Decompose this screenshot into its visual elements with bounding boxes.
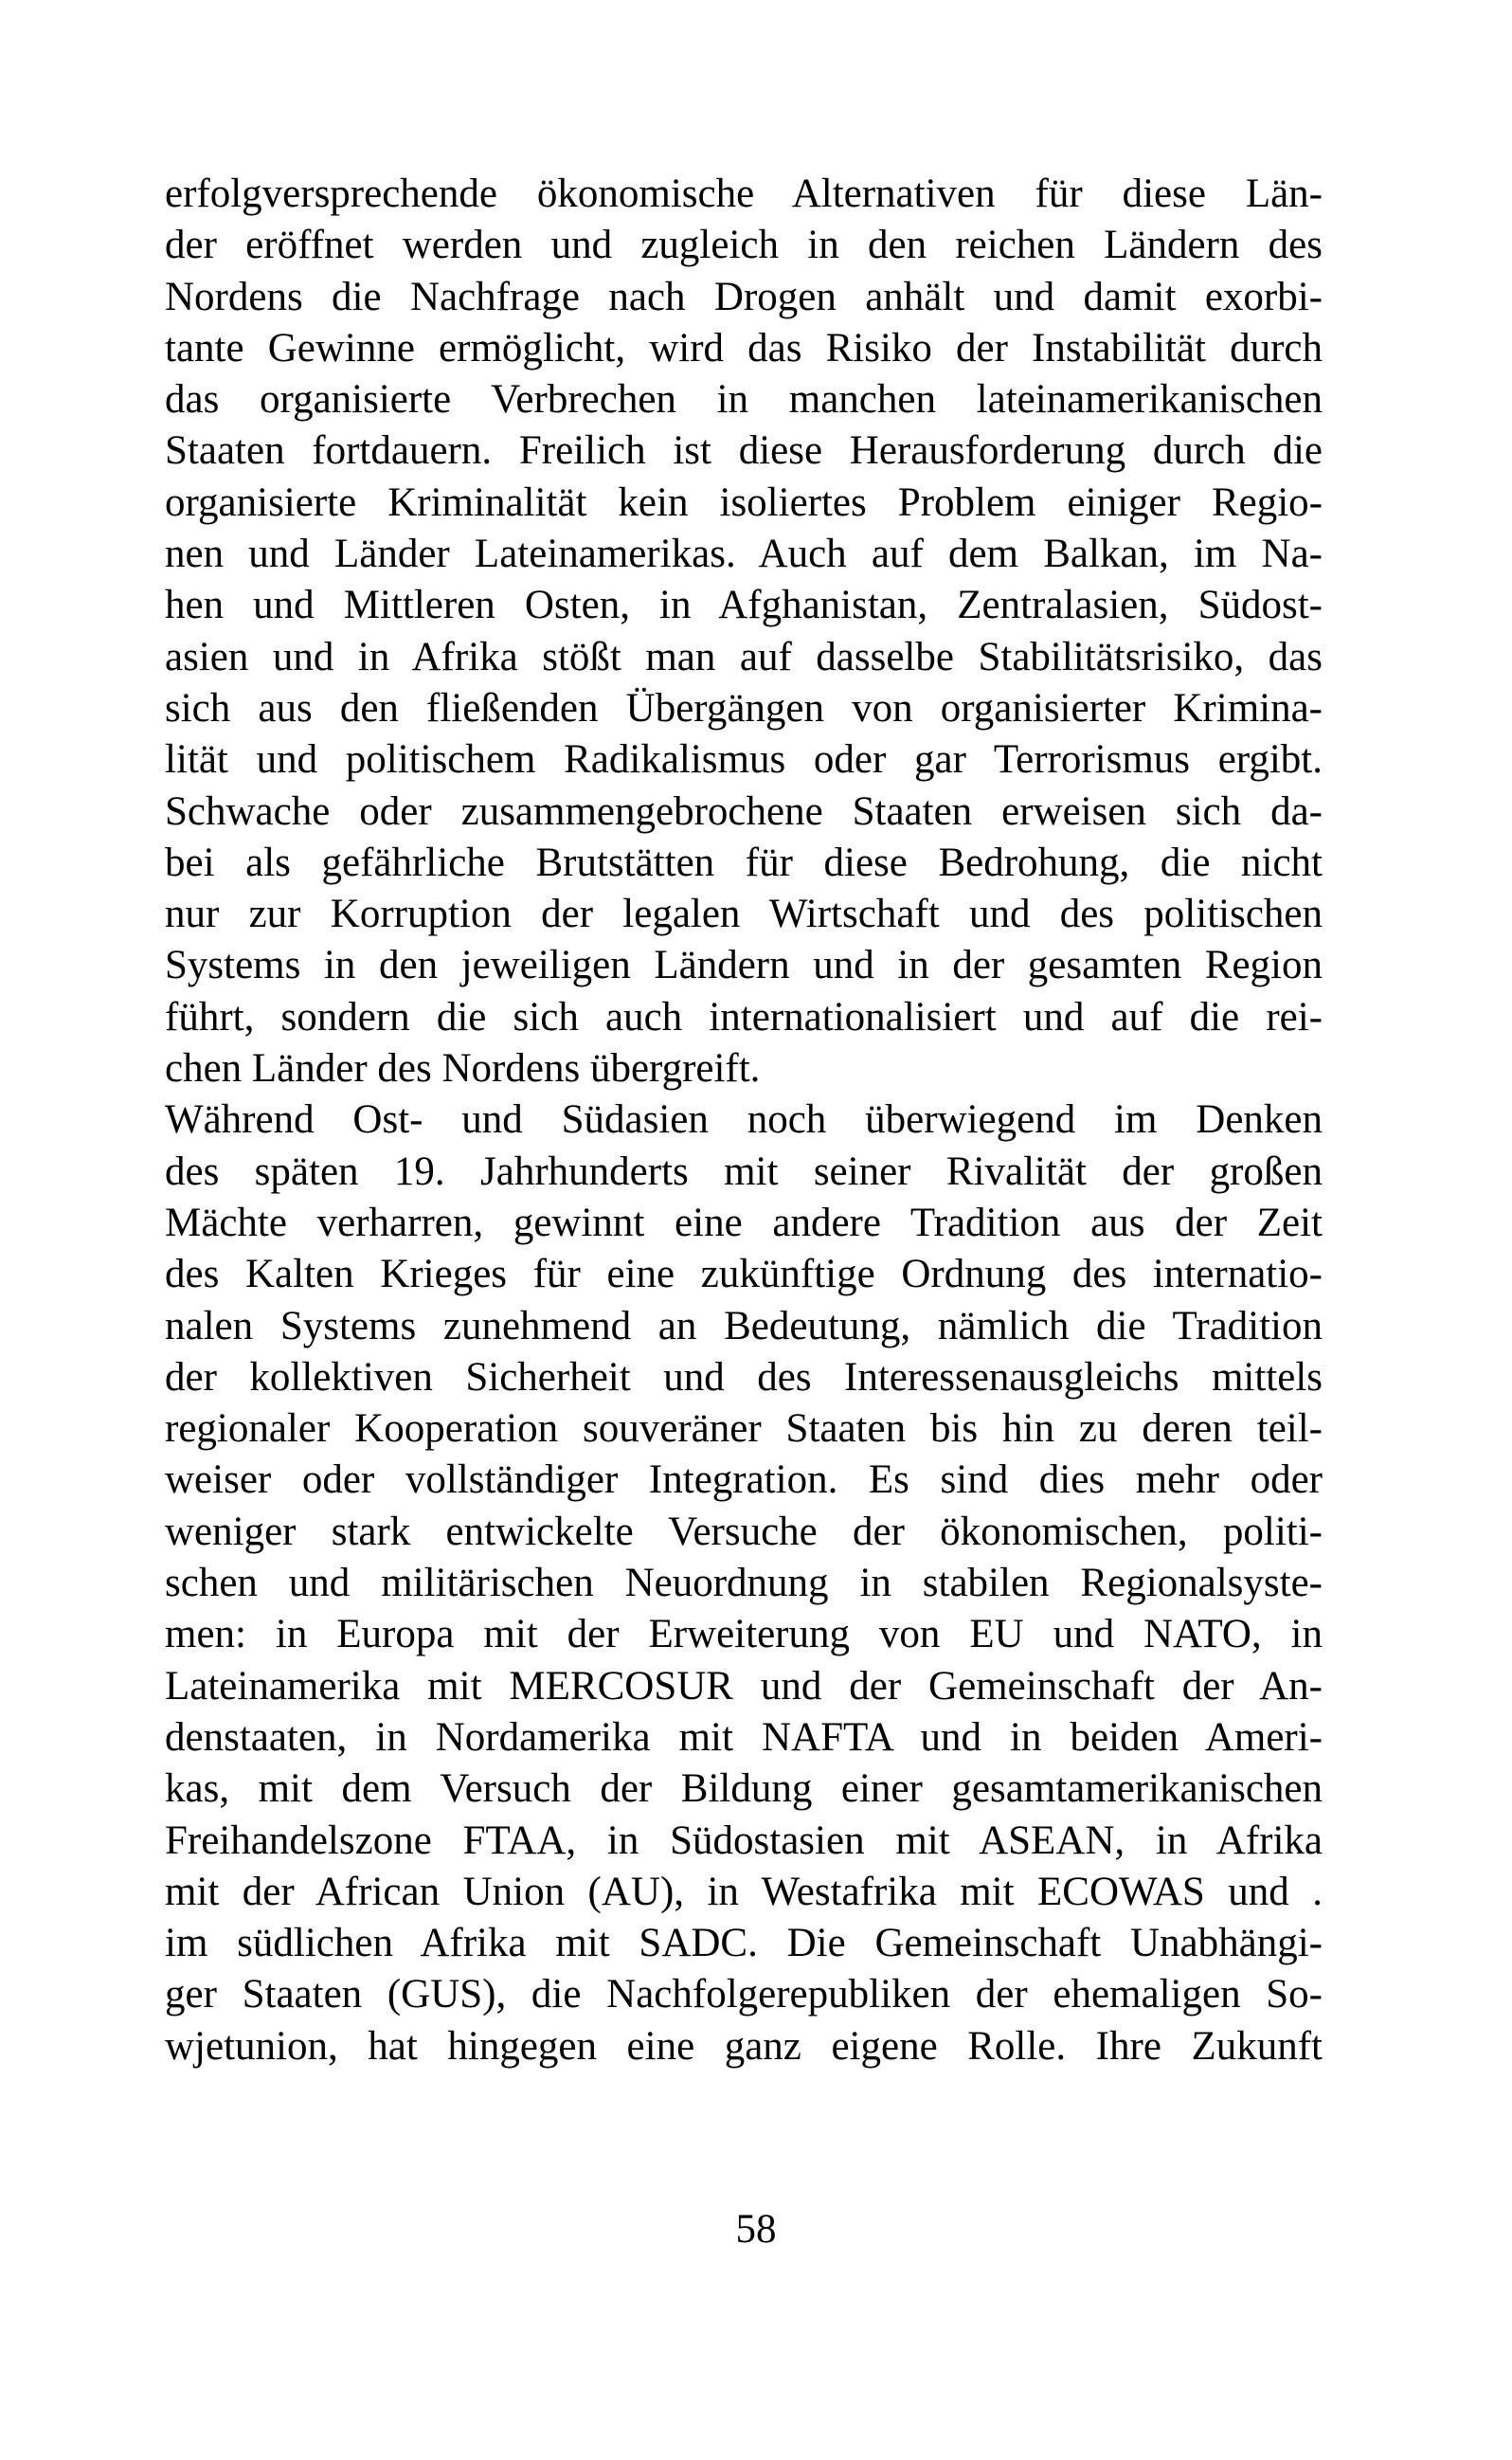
text-line: der eröffnet werden und zugleich in den reichen Ländern des — [165, 223, 1323, 268]
text-line: im südlichen Afrika mit SADC. Die Gemeinschaft Unabhängi- — [165, 1921, 1323, 1966]
text-line: organisierte Kriminalität kein isoliertes Problem einiger Regio- — [165, 479, 1323, 525]
text-line: der kollektiven Sicherheit und des Interessenausgleichs mittels — [165, 1354, 1323, 1400]
text-line: bei als gefährliche Brutstätten für diese Bedrohung, die nicht — [165, 840, 1323, 885]
text-line: Lateinamerika mit MERCOSUR und der Gemeinschaft der An- — [165, 1663, 1323, 1709]
text-line: wjetunion, hat hingegen eine ganz eigene Rolle. Ihre Zukunft — [165, 2023, 1323, 2069]
paragraph-1 — [165, 169, 1323, 1094]
text-line: nur zur Korruption der legalen Wirtschaft und des politischen — [165, 892, 1323, 937]
text-line: nalen Systems zunehmend an Bedeutung, nämlich die Tradition — [165, 1303, 1323, 1348]
text-line: Während Ost- und Südasien noch überwiegend im Denken — [165, 1097, 1323, 1143]
text-line: tante Gewinne ermöglicht, wird das Risiko der Instabilität durch — [165, 325, 1323, 371]
text-line: erfolgversprechende ökonomische Alternativen für diese Län- — [165, 172, 1323, 216]
text-line: asien und in Afrika stößt man auf dasselbe Stabilitätsrisiko, das — [165, 634, 1323, 679]
text-line: sich aus den fließenden Übergängen von organisierter Krimina- — [165, 685, 1323, 731]
text-line: Systems in den jeweiligen Ländern und in der gesamten Region — [165, 943, 1323, 988]
text-line: regionaler Kooperation souveräner Staaten bis hin zu deren teil- — [165, 1406, 1323, 1452]
text-line: lität und politischem Radikalismus oder gar Terrorismus ergibt. — [165, 737, 1323, 783]
text-line: chen Länder des Nordens übergreift. — [165, 1046, 761, 1092]
text-line: Mächte verharren, gewinnt eine andere Tradition aus der Zeit — [165, 1200, 1323, 1245]
text-line: führt, sondern die sich auch internationalisiert und auf die rei- — [165, 994, 1323, 1040]
page-number: 58 — [735, 2207, 777, 2252]
text-line: weiser oder vollständiger Integration. Es sind dies mehr oder — [165, 1457, 1323, 1503]
text-line: Staaten fortdauern. Freilich ist diese Herausforderung durch die — [165, 428, 1323, 474]
text-line: kas, mit dem Versuch der Bildung einer gesamtamerikanischen — [165, 1766, 1323, 1812]
text-line: mit der African Union (AU), in Westafrika mit ECOWAS und . — [165, 1869, 1323, 1914]
text-line: Schwache oder zusammengebrochene Staaten erweisen sich da- — [165, 788, 1323, 834]
text-line: das organisierte Verbrechen in manchen lateinamerikanischen — [165, 377, 1323, 423]
text-line: nen und Länder Lateinamerikas. Auch auf dem Balkan, im Na- — [165, 532, 1323, 577]
text-line: Nordens die Nachfrage nach Drogen anhält und damit exorbi- — [165, 274, 1323, 319]
body-text — [165, 169, 1323, 2072]
text-line: schen und militärischen Neuordnung in stabilen Regionalsyste- — [165, 1561, 1323, 1606]
text-line: hen und Mittleren Osten, in Afghanistan, Zentralasien, Südost- — [165, 583, 1323, 628]
text-line: weniger stark entwickelte Versuche der ökonomischen, politi- — [165, 1509, 1323, 1554]
text-line: men: in Europa mit der Erweiterung von EU und NATO, in — [165, 1612, 1323, 1657]
paragraph-2 — [165, 1094, 1323, 2072]
text-line: ger Staaten (GUS), die Nachfolgerepubliken der ehemaligen So- — [165, 1972, 1323, 2017]
text-line: Freihandelszone FTAA, in Südostasien mit ASEAN, in Afrika — [165, 1818, 1323, 1863]
text-line: denstaaten, in Nordamerika mit NAFTA und in beiden Ameri- — [165, 1714, 1323, 1760]
text-line: des Kalten Krieges für eine zukünftige Ordnung des internatio- — [165, 1252, 1323, 1297]
text-line: des späten 19. Jahrhunderts mit seiner Rivalität der großen — [165, 1149, 1323, 1194]
